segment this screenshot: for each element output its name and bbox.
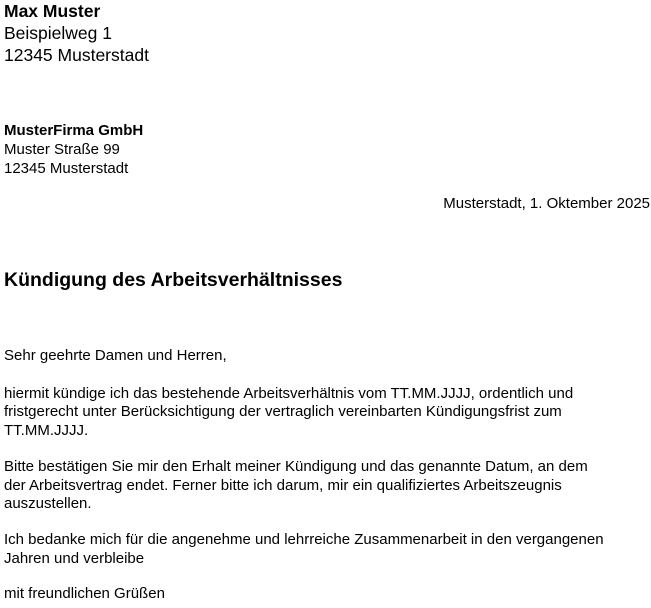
paragraph-line: Jahren und verbleibe bbox=[4, 549, 145, 567]
paragraph-line: auszustellen. bbox=[4, 495, 92, 513]
closing-line: mit freundlichen Grüßen bbox=[4, 585, 165, 603]
sender-city: 12345 Musterstadt bbox=[4, 45, 149, 65]
paragraph-line: hiermit kündige ich das bestehende Arbeitsverhältnis vom TT.MM.JJJJ, ordentlich und bbox=[4, 384, 574, 402]
recipient-city: 12345 Musterstadt bbox=[4, 160, 129, 177]
recipient-street: Muster Straße 99 bbox=[4, 141, 120, 158]
paragraph-line: Ich bedanke mich für die angenehme und lehrreiche Zusammenarbeit in den vergangenen bbox=[4, 530, 604, 548]
date-line: Musterstadt, 1. Oktember 2025 bbox=[443, 195, 650, 212]
body-paragraph bbox=[4, 531, 648, 568]
recipient-company: MusterFirma GmbH bbox=[4, 122, 144, 139]
paragraph-line: fristgerecht unter Berücksichtigung der vertraglich vereinbarten Kündigungsfrist zum bbox=[4, 403, 562, 421]
body-paragraph bbox=[4, 458, 648, 514]
sender-street: Beispielweg 1 bbox=[4, 23, 112, 43]
sender-name: Max Muster bbox=[4, 1, 101, 21]
salutation: Sehr geehrte Damen und Herren, bbox=[4, 347, 227, 364]
subject-heading: Kündigung des Arbeitsverhältnisses bbox=[4, 269, 343, 291]
paragraph-line: TT.MM.JJJJ. bbox=[4, 422, 89, 440]
letter-body bbox=[4, 347, 648, 604]
paragraph-line: der Arbeitsvertrag endet. Ferner bitte ich darum, mir ein qualifiziertes Arbeitszeugnis bbox=[4, 476, 562, 494]
sender-address-block bbox=[4, 0, 149, 66]
recipient-address-block bbox=[4, 121, 143, 178]
paragraph-line: Bitte bestätigen Sie mir den Erhalt meiner Kündigung und das genannte Datum, an dem bbox=[4, 457, 588, 475]
body-paragraph bbox=[4, 385, 648, 441]
